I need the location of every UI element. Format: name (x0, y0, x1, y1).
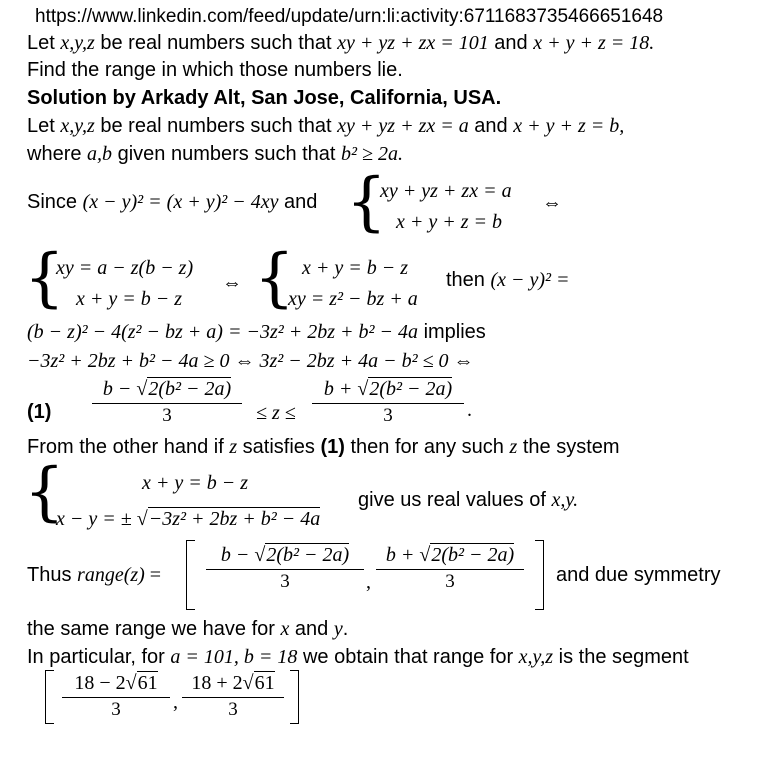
system1-eq2: x + y + z = b (396, 211, 503, 233)
left-brace: { (24, 455, 65, 529)
system1-eq1: xy + yz + zx = a (380, 180, 512, 202)
left-brace: { (24, 241, 65, 315)
final-lower-fraction: 18 − 2√61 3 (62, 671, 170, 721)
system3-eq1: x + y = b − z (142, 472, 249, 494)
symmetry-text: and due symmetry (556, 564, 721, 586)
iff-symbol: ⇔ (222, 272, 242, 294)
equation-label: (1) (27, 401, 52, 423)
comma: , (173, 691, 178, 713)
problem-line-1: Let x,y,z be real numbers such that xy + yz + zx = 101 and x + y + z = 18. (27, 32, 655, 54)
particular-line: In particular, for a = 101, b = 18 we obtain that range for x,y,z is the segment (27, 646, 689, 668)
solution-heading: Solution by Arkady Alt, San Jose, California, USA. (27, 87, 502, 109)
lower-bound-fraction: b − √2(b² − 2a) 3 (92, 377, 242, 427)
then-text: then (x − y)² = (446, 269, 570, 291)
right-bracket (290, 670, 299, 724)
range-lower-fraction: b − √2(b² − 2a) 3 (206, 543, 364, 593)
general-line-1: Let x,y,z be real numbers such that xy + yz + zx = a and x + y + z = b, (27, 115, 625, 137)
left-bracket (45, 670, 54, 724)
left-brace: { (346, 165, 387, 239)
between-sign: ≤ z ≤ (256, 402, 296, 424)
system3-eq2: x − y = ± √−3z² + 2bz + b² − 4a (56, 508, 321, 530)
left-bracket (186, 540, 195, 610)
problem-line-2: Find the range in which those numbers lie. (27, 59, 403, 81)
right-bracket (535, 540, 544, 610)
same-range-line: the same range we have for x and y. (27, 618, 349, 640)
source-url[interactable]: https://www.linkedin.com/feed/update/urn:li:activity:6711683735466651648 (35, 6, 664, 27)
system2b-eq2: xy = z² − bz + a (288, 288, 418, 310)
comma: , (366, 571, 371, 593)
give-text: give us real values of x,y. (358, 489, 579, 511)
system2a-eq2: x + y = b − z (76, 288, 183, 310)
thus-line: Thus range(z) = (27, 564, 162, 586)
other-hand-line: From the other hand if z satisfies (1) then for any such z the system (27, 436, 620, 458)
system2b-eq1: x + y = b − z (302, 257, 409, 279)
system2a-eq1: xy = a − z(b − z) (56, 257, 194, 279)
since-line: Since (x − y)² = (x + y)² − 4xy and (27, 191, 318, 213)
left-brace: { (254, 241, 295, 315)
final-upper-fraction: 18 + 2√61 3 (182, 671, 284, 721)
range-upper-fraction: b + √2(b² − 2a) 3 (376, 543, 524, 593)
upper-bound-fraction: b + √2(b² − 2a) 3 (312, 377, 464, 427)
general-line-2: where a,b given numbers such that b² ≥ 2a. (27, 143, 404, 165)
period: . (467, 399, 472, 421)
iff-symbol: ⇔ (542, 192, 562, 214)
expand-line-1: (b − z)² − 4(z² − bz + a) = −3z² + 2bz + b² − 4a implies (27, 321, 486, 343)
expand-line-2: −3z² + 2bz + b² − 4a ≥ 0 ⇔ 3z² − 2bz + 4a − b² ≤ 0 ⇔ (27, 350, 474, 372)
